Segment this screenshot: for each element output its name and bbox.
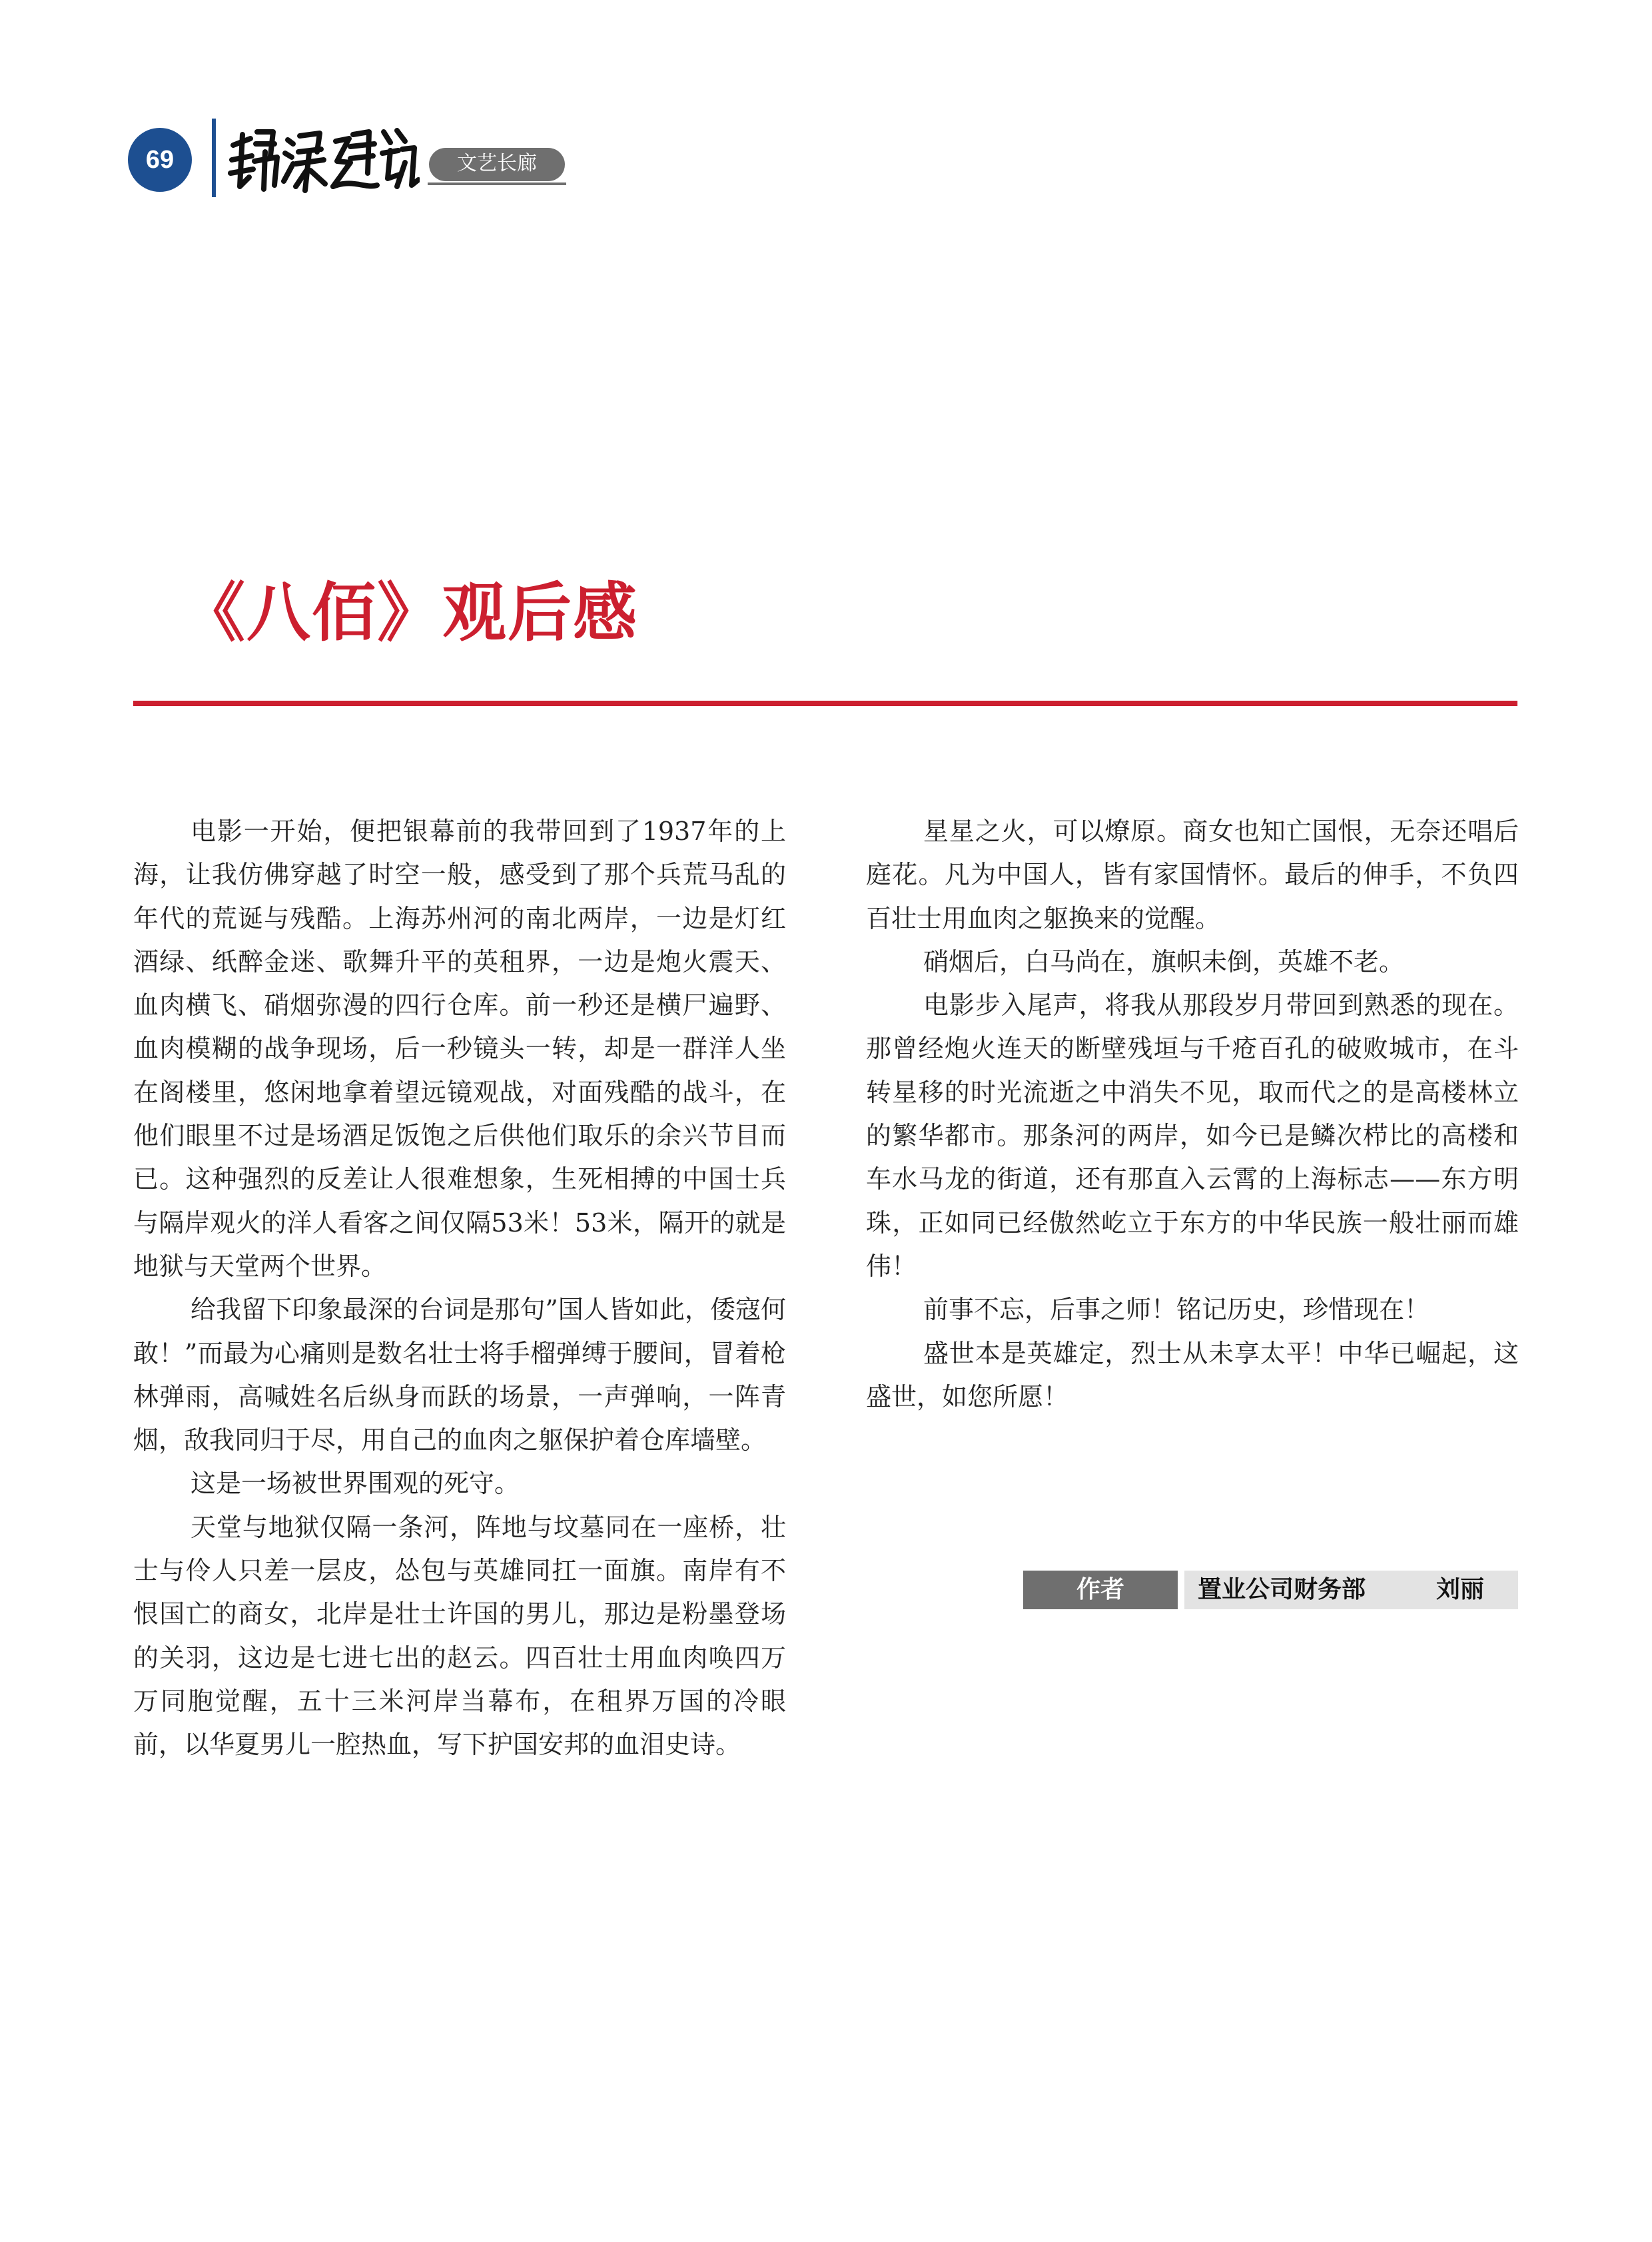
paragraph: 电影步入尾声，将我从那段岁月带回到熟悉的现在。那曾经炮火连天的断壁残垣与千疮百孔的破败城市，在斗转星移的时光流逝之中消失不见，取而代之的是高楼林立的繁华都市。那条河的两岸，如今已是鳞次栉比的高楼和车水马龙的街道，还有那直入云霄的上海标志——东方明珠，正如同已经傲然屹立于东方的中华民族一般壮丽而雄伟！ [866, 990, 1519, 1281]
title-rule [133, 701, 1517, 706]
header-divider [212, 119, 216, 197]
paragraph: 给我留下印象最深的台词是那句”国人皆如此，倭寇何敢！”而最为心痛则是数名壮士将手榴弹缚于腰间，冒着枪林弹雨，高喊姓名后纵身而跃的场景，一声弹响，一阵青烟，敌我同归于尽，用自己的血肉之躯保护着仓库墙壁。 [133, 1295, 786, 1455]
paragraph: 硝烟后，白马尚在，旗帜未倒，英雄不老。 [923, 946, 1405, 976]
left-column [133, 810, 786, 1767]
paragraph: 前事不忘，后事之师！铭记历史，珍惜现在！ [923, 1295, 1430, 1325]
article-title: 《八佰》观后感 [181, 575, 638, 650]
byline-label: 作者 [1023, 1571, 1178, 1609]
paragraph: 电影一开始，便把银幕前的我带回到了1937年的上海，让我仿佛穿越了时空一般，感受到了那个兵荒马乱的年代的荒诞与残酷。上海苏州河的南北两岸，一边是灯红酒绿、纸醉金迷、歌舞升平的英租界，一边是炮火震天、血肉横飞、硝烟弥漫的四行仓库。前一秒还是横尸遍野、血肉模糊的战争现场，后一秒镜头一转，却是一群洋人坐在阁楼里，悠闲地拿着望远镜观战，对面残酷的战斗，在他们眼里不过是场酒足饭饱之后供他们取乐的余兴节目而已。这种强烈的反差让人很难想象，生死相搏的中国士兵与隔岸观火的洋人看客之间仅隔53米！53米，隔开的就是地狱与天堂两个世界。 [133, 817, 786, 1281]
right-column [866, 810, 1519, 1419]
paragraph: 星星之火，可以燎原。商女也知亡国恨，无奈还唱后庭花。凡为中国人，皆有家国情怀。最后的伸手，不负四百壮士用血肉之躯换来的觉醒。 [866, 817, 1519, 933]
section-tag-label: 文艺长廊 [457, 152, 537, 175]
author-byline [1023, 1571, 1518, 1609]
paragraph: 天堂与地狱仅隔一条河，阵地与坟墓同在一座桥，壮士与伶人只差一层皮，怂包与英雄同扛一面旗。南岸有不恨国亡的商女，北岸是壮士许国的男儿，那边是粉墨登场的关羽，这边是七进七出的赵云。四百壮士用血肉唤四万万同胞觉醒，五十三米河岸当幕布，在租界万国的冷眼前，以华夏男儿一腔热血，写下护国安邦的血泪史诗。 [133, 1512, 786, 1760]
byline-author-name: 刘丽 [1436, 1576, 1485, 1603]
paragraph: 盛世本是英雄定，烈士从未享太平！中华已崛起，这盛世，如您所愿！ [866, 1338, 1519, 1411]
paragraph: 这是一场被世界围观的死守。 [191, 1469, 520, 1499]
page-number: 69 [128, 128, 192, 192]
section-tag [426, 147, 568, 185]
byline-department: 置业公司财务部 [1198, 1576, 1366, 1603]
byline-separator [1178, 1571, 1184, 1609]
brand-logo [226, 112, 420, 198]
